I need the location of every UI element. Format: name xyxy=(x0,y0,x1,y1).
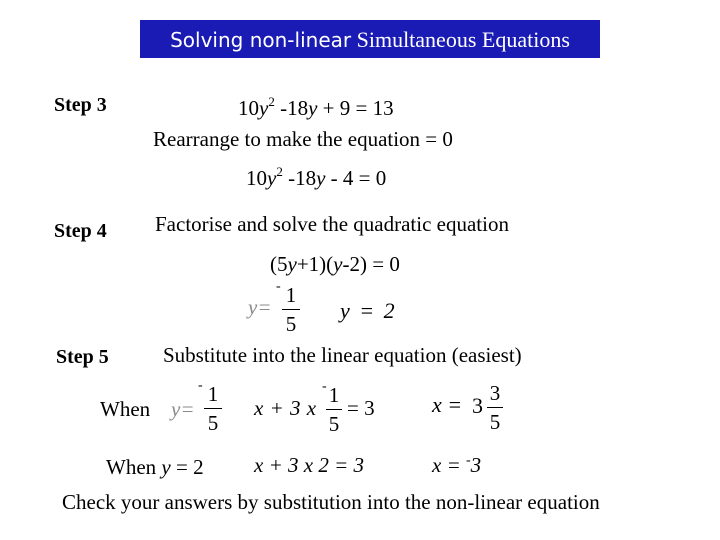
page-title xyxy=(140,20,600,58)
step-4-instruction: Factorise and solve the quadratic equation xyxy=(155,212,509,236)
result-2: x = -3 xyxy=(432,453,482,477)
result-1-x: x = xyxy=(432,392,463,417)
substitution-2: x + 3 x 2 = 3 xyxy=(254,453,364,477)
result-1-fraction: 3 5 xyxy=(487,380,503,435)
when-1-y: y= xyxy=(171,397,195,421)
solution-1-minus-sign: - xyxy=(276,279,281,294)
step-4-factorised: (5y+1)(y-2) = 0 xyxy=(270,252,400,276)
step-3-label: Step 3 xyxy=(54,94,107,116)
step-5-instruction: Substitute into the linear equation (easiest) xyxy=(163,343,522,367)
step-3-equation-1: $10y^2$ -18y + 9 = 13 xyxy=(238,94,394,120)
substitution-1-minus-sign: - xyxy=(322,379,327,394)
step-5-label: Step 5 xyxy=(56,346,109,368)
substitution-1-lhs: x + 3 x xyxy=(254,396,317,420)
substitution-1-rhs: = 3 xyxy=(347,396,375,420)
title-part-2: Simultaneous Equations xyxy=(356,27,570,52)
solution-2: y = 2 xyxy=(340,298,397,323)
when-1-minus-sign: - xyxy=(198,378,203,393)
when-2-label: When y = 2 xyxy=(106,455,204,479)
step-3-instruction: Rearrange to make the equation = 0 xyxy=(153,127,453,151)
substitution-1-fraction: 1 5 xyxy=(326,382,342,437)
footer-instruction: Check your answers by substitution into the non-linear equation xyxy=(62,490,600,514)
when-1-label: When xyxy=(100,397,151,421)
solution-1-fraction: 1 5 xyxy=(282,282,300,337)
title-part-1: Solving non-linear xyxy=(170,28,352,52)
result-1-whole: 3 xyxy=(472,393,483,418)
step-4-label: Step 4 xyxy=(54,220,107,242)
when-1-fraction: 1 5 xyxy=(204,381,222,436)
step-3-equation-2: $10y^2$ -18y - 4 = 0 xyxy=(246,164,387,190)
solution-1-lhs: y= xyxy=(248,295,272,319)
